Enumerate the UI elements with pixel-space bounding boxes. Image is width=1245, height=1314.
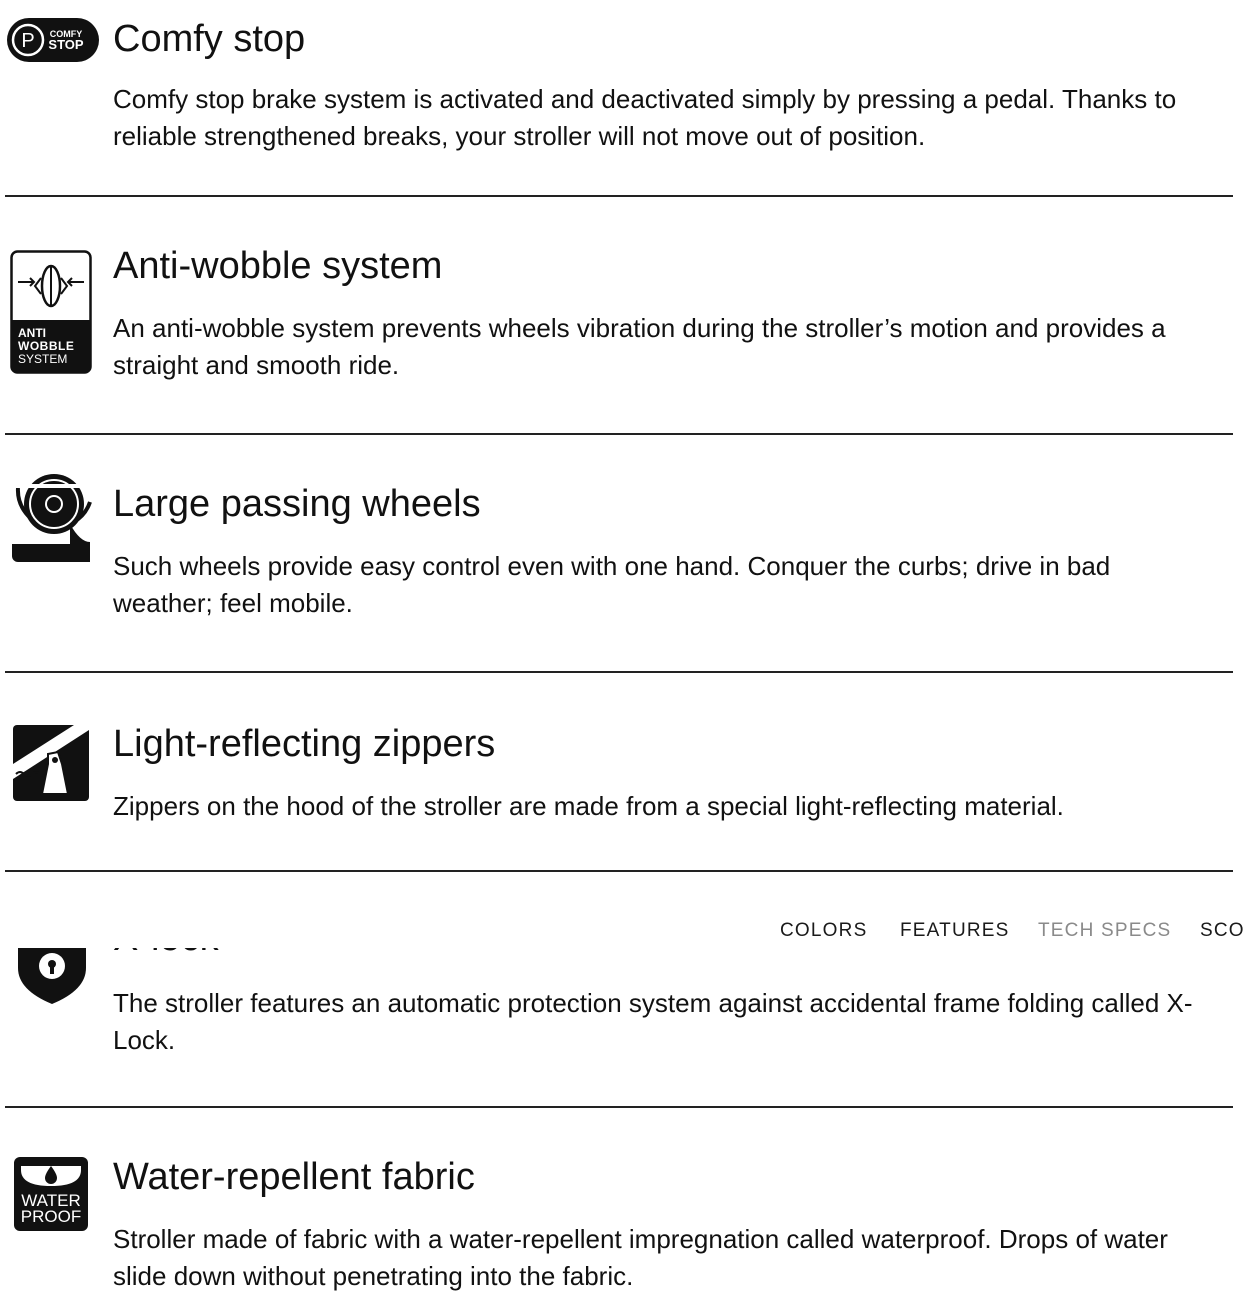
feature-title: Large passing wheels xyxy=(113,483,481,525)
icon-text-comfy: COMFY xyxy=(49,29,83,39)
anti-wobble-icon xyxy=(10,250,92,374)
water-proof-icon xyxy=(13,1156,89,1232)
feature-description: Such wheels provide easy control even with one hand. Conquer the curbs; drive in bad weather; feel mobile. xyxy=(113,551,1111,618)
feature-description: The stroller features an automatic protection system against accidental frame folding called X-Lock. xyxy=(113,988,1193,1055)
feature-title: Anti-wobble system xyxy=(113,245,443,287)
divider xyxy=(5,433,1233,435)
icon-text-stop: STOP xyxy=(48,37,84,52)
icon-text-system: SYSTEM xyxy=(18,352,68,366)
feature-description: Stroller made of fabric with a water-repellent impregnation called waterproof. Drops of water slide down without penetrating into the fabric. xyxy=(113,1224,1168,1291)
icon-text-anti: ANTI xyxy=(18,326,46,340)
icon-text-proof: PROOF xyxy=(20,1207,82,1226)
feature-title: Light-reflecting zippers xyxy=(113,723,496,765)
comfy-stop-icon xyxy=(6,16,96,64)
nav-features[interactable]: FEATURES xyxy=(900,920,1010,941)
feature-description: Comfy stop brake system is activated and deactivated simply by pressing a pedal. Thanks to reliable strengthened breaks, your stroller will not move out of position. xyxy=(113,84,1177,151)
zipper-icon xyxy=(12,724,90,802)
icon-text-water: WATER xyxy=(21,1191,81,1210)
svg-text:P: P xyxy=(21,30,35,52)
feature-description: An anti-wobble system prevents wheels vibration during the stroller’s motion and provides a straight and smooth ride. xyxy=(113,313,1166,380)
divider xyxy=(5,1106,1233,1108)
feature-title: Water-repellent fabric xyxy=(113,1156,475,1198)
divider xyxy=(5,195,1233,197)
nav-colors[interactable]: COLORS xyxy=(780,920,868,941)
icon-text-wobble: WOBBLE xyxy=(18,339,75,353)
divider xyxy=(5,870,1233,872)
feature-title: Comfy stop xyxy=(113,18,306,60)
lock-shield-icon xyxy=(16,948,88,1004)
wheel-icon xyxy=(10,484,92,566)
sticky-subnav xyxy=(0,896,1245,948)
divider xyxy=(5,671,1233,673)
nav-tech-specs[interactable]: TECH SPECS xyxy=(1038,920,1172,941)
nav-sco[interactable]: SCO xyxy=(1200,920,1245,941)
feature-description: Zippers on the hood of the stroller are made from a special light-reflecting material. xyxy=(113,791,1064,821)
